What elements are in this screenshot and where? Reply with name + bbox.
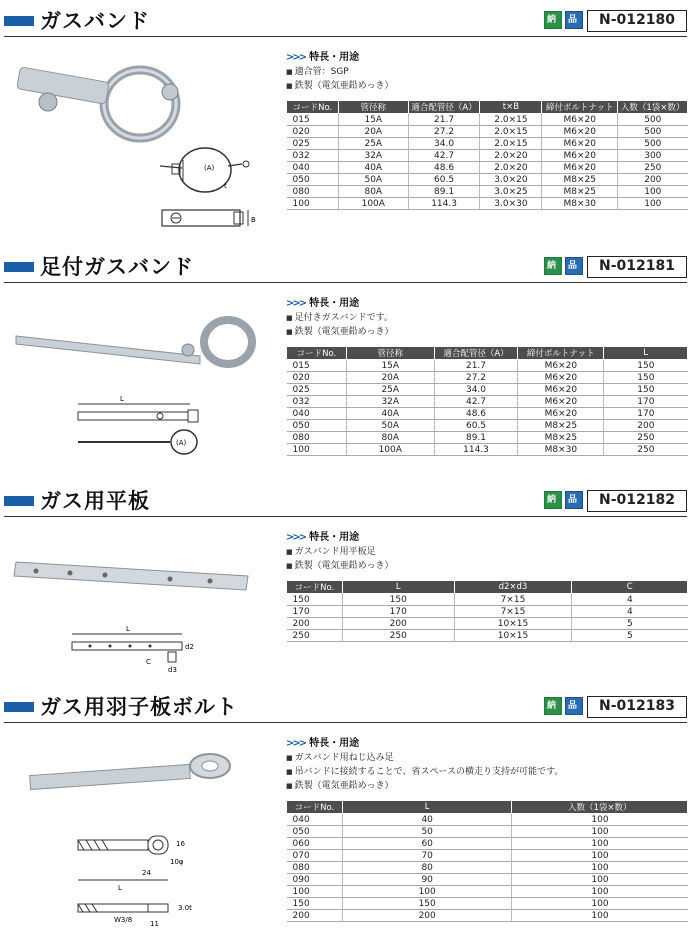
table-cell: 60.5 [434, 420, 518, 432]
spec-table-4: コードNo. L 入数（1袋×数） 040 40 100 050 50 100 060 60 100 070 70 100 080 80 100 090 90 100 100 100 100 150 150 100 200 200 100 [286, 800, 688, 922]
table-cell: 27.2 [434, 372, 518, 384]
table-cell: M6×20 [518, 384, 604, 396]
table-cell: 21.7 [408, 114, 480, 126]
table-cell: 040 [287, 814, 343, 826]
section-header-4 [0, 692, 695, 722]
features-block: >>> 特長・用途 ■ ガスバンド用ねじ込み足 ■ 吊バンドに接続することで、省スペースの横走り支持が可能です。 ■ 鉄製（電気亜鉛めっき） [286, 734, 563, 793]
table-cell: 40 [342, 814, 512, 826]
feature-item: ■ 適合管：SGP [286, 65, 394, 79]
table-cell: 032 [287, 396, 347, 408]
table-row [287, 886, 688, 898]
table-row [287, 606, 688, 618]
gas-band-illustration [10, 52, 280, 242]
table-cell: 070 [287, 850, 343, 862]
eye-bolt-illustration [10, 752, 280, 938]
table-cell: 80 [342, 862, 512, 874]
table-cell: 100 [512, 838, 688, 850]
features-block: >>> 特長・用途 ■ 足付きガスバンドです。 ■ 鉄製（電気亜鉛めっき） [286, 294, 394, 339]
table-row [287, 850, 688, 862]
table-cell: M8×30 [542, 198, 618, 210]
table-cell: 5 [572, 618, 688, 630]
delivery-icon: 納 [544, 491, 562, 509]
table-cell: 250 [287, 630, 343, 642]
table-cell: 48.6 [434, 408, 518, 420]
section-title: ガス用平板 [40, 489, 150, 513]
table-cell: M6×20 [542, 150, 618, 162]
section-header-3 [0, 486, 695, 516]
table-cell: 15A [346, 360, 434, 372]
table-row [287, 432, 688, 444]
table-cell: 114.3 [408, 198, 480, 210]
table-cell: 100 [342, 886, 512, 898]
feature-item: ■ 鉄製（電気亜鉛めっき） [286, 779, 563, 793]
table-row [287, 420, 688, 432]
section-header-2 [0, 252, 695, 282]
table-row [287, 384, 688, 396]
table-cell: 080 [287, 186, 339, 198]
product-icon: 品 [565, 491, 583, 509]
footed-gas-band-illustration [10, 300, 280, 480]
table-cell: 015 [287, 114, 339, 126]
table-row [287, 444, 688, 456]
spec-table-2: コードNo. 管径称 適合配管径（A） 締付ボルトナット L 015 15A 21.7 M6×20 150 020 20A 27.2 M6×20 150 025 25A 34.0 M6×20 150 032 32A 42.7 M6×20 170 040 40A 48.6 M6×20 170 050 50A 60.5 M8×25 200 080 80A 89.1 M8×25 250 100 100A 114.3 M8×30 250 [286, 346, 688, 456]
dim-label: t [224, 182, 227, 190]
table-cell: 080 [287, 862, 343, 874]
table-cell: 250 [604, 432, 688, 444]
feature-item: ■ 足付きガスバンドです。 [286, 311, 394, 325]
table-cell: M6×20 [518, 408, 604, 420]
dim-label: 24 [142, 869, 151, 877]
table-row [287, 126, 688, 138]
delivery-icon: 納 [544, 697, 562, 715]
table-cell: 150 [604, 360, 688, 372]
table-cell: 100 [512, 826, 688, 838]
table-cell: 25A [346, 384, 434, 396]
table-row [287, 874, 688, 886]
table-cell: M6×20 [518, 372, 604, 384]
feature-icons [544, 11, 583, 29]
table-cell: 050 [287, 826, 343, 838]
dim-label: d2 [185, 643, 194, 651]
table-cell: 300 [618, 150, 688, 162]
product-code: N-012180 [587, 10, 687, 32]
table-cell: 025 [287, 384, 347, 396]
table-cell: 4 [572, 594, 688, 606]
table-cell: 32A [346, 396, 434, 408]
table-cell: 32A [338, 150, 408, 162]
table-cell: 150 [342, 594, 454, 606]
table-cell: 10×15 [454, 618, 572, 630]
section-title: ガスバンド [40, 9, 150, 33]
table-row [287, 910, 688, 922]
feature-item: ■ 鉄製（電気亜鉛めっき） [286, 559, 394, 573]
table-cell: 25A [338, 138, 408, 150]
table-cell: 250 [618, 162, 688, 174]
table-cell: 170 [604, 396, 688, 408]
table-cell: 50 [342, 826, 512, 838]
table-cell: 020 [287, 372, 347, 384]
table-cell: 50A [346, 420, 434, 432]
table-cell: 2.0×15 [480, 126, 542, 138]
table-cell: M8×25 [518, 420, 604, 432]
feature-item: ■ 鉄製（電気亜鉛めっき） [286, 325, 394, 339]
table-cell: 100 [512, 874, 688, 886]
table-cell: 4 [572, 606, 688, 618]
table-cell: 150 [287, 594, 343, 606]
dim-label: d3 [168, 666, 177, 674]
table-row [287, 594, 688, 606]
feature-icons [544, 697, 583, 715]
table-cell: 2.0×15 [480, 114, 542, 126]
table-cell: 7×15 [454, 594, 572, 606]
table-cell: 2.0×20 [480, 162, 542, 174]
section-header-1 [0, 6, 695, 36]
table-row [287, 408, 688, 420]
table-row [287, 630, 688, 642]
table-cell: 7×15 [454, 606, 572, 618]
table-cell: 150 [604, 372, 688, 384]
table-cell: 100 [512, 850, 688, 862]
section-title: 足付ガスバンド [40, 255, 194, 279]
spec-table-3: コードNo. L d2×d3 C 150 150 7×15 4 170 170 7×15 4 200 200 10×15 5 250 250 10×15 5 [286, 580, 688, 642]
table-cell: 80A [346, 432, 434, 444]
feature-item: ■ 吊バンドに接続することで、省スペースの横走り支持が可能です。 [286, 765, 563, 779]
dim-label: 11 [150, 920, 159, 928]
title-bar-marker [4, 16, 34, 26]
table-cell: 42.7 [408, 150, 480, 162]
section-title: ガス用羽子板ボルト [40, 695, 238, 719]
table-cell: 3.0×25 [480, 186, 542, 198]
product-icon: 品 [565, 11, 583, 29]
flat-plate-illustration [10, 556, 280, 676]
table-row [287, 150, 688, 162]
title-bar-marker [4, 262, 34, 272]
header-rule [4, 36, 687, 37]
table-cell: 050 [287, 420, 347, 432]
table-cell: M6×20 [518, 396, 604, 408]
table-cell: M6×20 [542, 114, 618, 126]
table-cell: 42.7 [434, 396, 518, 408]
table-cell: 500 [618, 126, 688, 138]
table-cell: 150 [287, 898, 343, 910]
table-cell: 200 [604, 420, 688, 432]
table-cell: 100A [338, 198, 408, 210]
product-code: N-012183 [587, 696, 687, 718]
table-row [287, 618, 688, 630]
dim-label: 16 [176, 840, 185, 848]
table-cell: 100 [512, 862, 688, 874]
table-cell: 5 [572, 630, 688, 642]
table-row [287, 138, 688, 150]
table-cell: 100 [512, 898, 688, 910]
table-cell: 500 [618, 114, 688, 126]
table-cell: 3.0×30 [480, 198, 542, 210]
dim-label: L [118, 884, 122, 892]
table-cell: 060 [287, 838, 343, 850]
dim-label: W3/8 [114, 916, 133, 924]
table-cell: M6×20 [542, 162, 618, 174]
table-cell: 150 [342, 898, 512, 910]
table-row [287, 174, 688, 186]
dim-label: L [120, 395, 124, 403]
features-block: >>> 特長・用途 ■ 適合管：SGP ■ 鉄製（電気亜鉛めっき） [286, 48, 394, 93]
product-code: N-012181 [587, 256, 687, 278]
table-cell: 60 [342, 838, 512, 850]
table-cell: 40A [338, 162, 408, 174]
table-cell: 200 [342, 910, 512, 922]
table-cell: 032 [287, 150, 339, 162]
header-rule [4, 516, 687, 517]
table-cell: 040 [287, 408, 347, 420]
table-cell: 170 [604, 408, 688, 420]
table-cell: 200 [618, 174, 688, 186]
table-cell: 89.1 [408, 186, 480, 198]
feature-icons [544, 257, 583, 275]
table-cell: 100A [346, 444, 434, 456]
table-row [287, 862, 688, 874]
title-bar-marker [4, 496, 34, 506]
dim-label: (A) [176, 439, 187, 447]
product-icon: 品 [565, 257, 583, 275]
title-bar-marker [4, 702, 34, 712]
table-cell: 34.0 [434, 384, 518, 396]
table-row [287, 162, 688, 174]
table-cell: M8×25 [542, 186, 618, 198]
table-row [287, 114, 688, 126]
table-cell: 170 [287, 606, 343, 618]
table-cell: 34.0 [408, 138, 480, 150]
table-cell: 100 [512, 910, 688, 922]
table-row [287, 838, 688, 850]
delivery-icon: 納 [544, 257, 562, 275]
table-cell: 100 [512, 886, 688, 898]
table-cell: 50A [338, 174, 408, 186]
feature-item: ■ 鉄製（電気亜鉛めっき） [286, 79, 394, 93]
table-row [287, 198, 688, 210]
dim-label: B [251, 216, 256, 224]
table-cell: 21.7 [434, 360, 518, 372]
table-cell: M8×25 [542, 174, 618, 186]
table-cell: 100 [512, 814, 688, 826]
table-cell: M6×20 [518, 360, 604, 372]
header-rule [4, 282, 687, 283]
table-cell: 170 [342, 606, 454, 618]
table-row [287, 186, 688, 198]
table-cell: 015 [287, 360, 347, 372]
table-row [287, 360, 688, 372]
table-cell: 100 [618, 186, 688, 198]
dim-label: C [146, 658, 151, 666]
table-cell: 025 [287, 138, 339, 150]
delivery-icon: 納 [544, 11, 562, 29]
table-cell: M8×30 [518, 444, 604, 456]
table-cell: 100 [287, 886, 343, 898]
table-cell: 100 [287, 198, 339, 210]
table-cell: 050 [287, 174, 339, 186]
table-cell: 020 [287, 126, 339, 138]
header-rule [4, 722, 687, 723]
table-row [287, 396, 688, 408]
dim-label: 10φ [170, 858, 184, 866]
table-cell: 114.3 [434, 444, 518, 456]
dim-label: L [126, 625, 130, 633]
table-cell: 200 [342, 618, 454, 630]
table-cell: 200 [287, 618, 343, 630]
spec-table-1: コードNo. 管径称 適合配管径（A） t×B 締付ボルトナット 入数（1袋×数） 015 15A 21.7 2.0×15 M6×20 500 020 20A 27.2 2.0×15 M6×20 500 025 25A 34.0 2.0×15 M6×20 500 032 32A 42.7 2.0×20 M6×20 300 040 40A 48.6 2.0×20 M6×20 250 050 50A 60.5 3.0×20 M8×25 200 080 80A 89.1 3.0×25 M8×25 100 100 100A 114.3 3.0×30 M8×30 100 [286, 100, 688, 210]
table-cell: 40A [346, 408, 434, 420]
table-cell: 3.0×20 [480, 174, 542, 186]
table-cell: 150 [604, 384, 688, 396]
table-cell: M6×20 [542, 138, 618, 150]
table-cell: 040 [287, 162, 339, 174]
table-row [287, 814, 688, 826]
table-cell: M6×20 [542, 126, 618, 138]
table-cell: 500 [618, 138, 688, 150]
table-cell: 100 [287, 444, 347, 456]
table-cell: 89.1 [434, 432, 518, 444]
table-cell: 48.6 [408, 162, 480, 174]
table-cell: 10×15 [454, 630, 572, 642]
feature-icons [544, 491, 583, 509]
table-cell: 2.0×20 [480, 150, 542, 162]
table-row [287, 372, 688, 384]
features-block: >>> 特長・用途 ■ ガスバンド用平板足 ■ 鉄製（電気亜鉛めっき） [286, 528, 394, 573]
table-cell: 20A [346, 372, 434, 384]
table-cell: 20A [338, 126, 408, 138]
table-cell: 90 [342, 874, 512, 886]
table-row [287, 826, 688, 838]
dim-label: 3.0t [178, 904, 192, 912]
table-cell: 70 [342, 850, 512, 862]
table-cell: 80A [338, 186, 408, 198]
table-cell: 200 [287, 910, 343, 922]
feature-item: ■ ガスバンド用平板足 [286, 545, 394, 559]
table-cell: 090 [287, 874, 343, 886]
feature-item: ■ ガスバンド用ねじ込み足 [286, 751, 563, 765]
table-cell: 100 [618, 198, 688, 210]
product-code: N-012182 [587, 490, 687, 512]
table-cell: 2.0×15 [480, 138, 542, 150]
dim-label: (A) [204, 164, 215, 172]
table-cell: 27.2 [408, 126, 480, 138]
table-cell: 250 [342, 630, 454, 642]
table-cell: 080 [287, 432, 347, 444]
table-cell: 250 [604, 444, 688, 456]
table-row [287, 898, 688, 910]
table-cell: 15A [338, 114, 408, 126]
table-cell: M8×25 [518, 432, 604, 444]
product-icon: 品 [565, 697, 583, 715]
table-cell: 60.5 [408, 174, 480, 186]
